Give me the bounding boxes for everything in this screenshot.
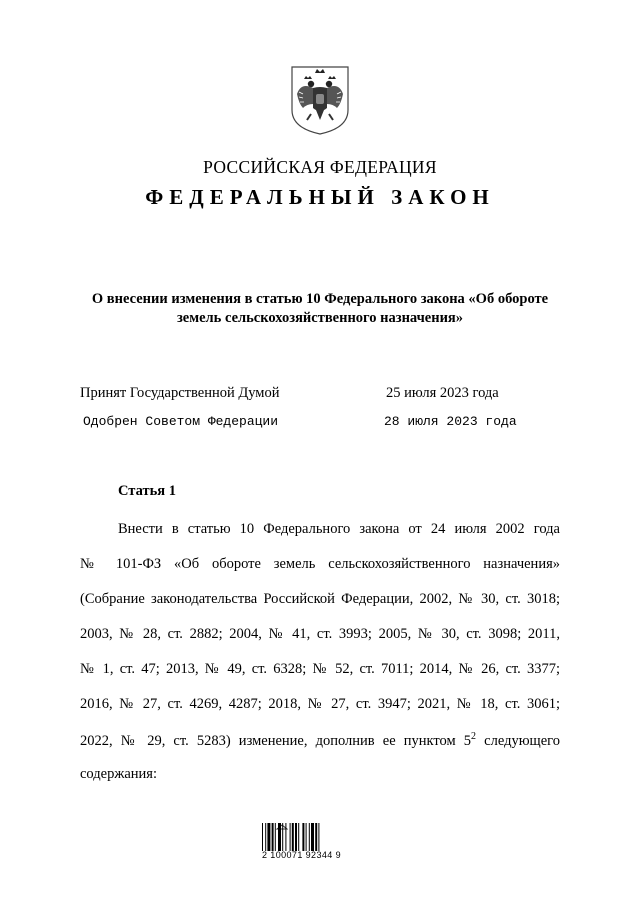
article-text-line-4: 2003, № 28, ст. 2882; 2004, № 41, ст. 3993; 2005, № 30, ст. 3098; 2011,	[80, 626, 560, 642]
barcode-bar	[278, 823, 281, 851]
article-text-line-6: 2016, № 27, ст. 4269, 4287; 2018, № 27, ст. 3947; 2021, № 18, ст. 3061;	[80, 696, 560, 712]
barcode-bar	[311, 823, 314, 851]
barcode-number: 2 100071 92344 9	[262, 850, 341, 860]
barcode-bar	[290, 823, 291, 851]
article-text-line-7	[80, 731, 560, 767]
law-title-line-1: О внесении изменения в статью 10 Федерального закона «Об обороте	[91, 291, 549, 307]
barcode	[262, 823, 344, 851]
barcode-bar	[306, 823, 307, 851]
council-approval-date: 28 июля 2023 года	[384, 414, 517, 429]
barcode-bar	[292, 823, 294, 851]
superscript-number: 2	[471, 731, 477, 742]
article-text-line-7-start: 2022, № 29, ст. 5283) изменение, дополнив ее пунктом 5	[80, 732, 472, 749]
council-approval-label: Одобрен Советом Федерации	[83, 414, 279, 429]
emblem-icon	[289, 64, 351, 136]
barcode-bar	[285, 823, 286, 851]
barcode-bar	[282, 823, 283, 851]
duma-adoption-date: 25 июля 2023 года	[386, 385, 499, 401]
country-heading: РОССИЙСКАЯ ФЕДЕРАЦИЯ	[203, 157, 437, 177]
article-text-line-3: (Собрание законодательства Российской Федерации, 2002, № 30, ст. 3018;	[80, 591, 560, 607]
law-title-line-2: земель сельскохозяйственного назначения»	[176, 310, 464, 326]
barcode-bar	[275, 823, 276, 851]
barcode-bar	[298, 823, 299, 851]
barcode-bar	[265, 823, 266, 851]
article-text-line-7-end: следующего	[476, 732, 560, 749]
article-heading: Статья 1	[118, 483, 176, 499]
barcode-bar	[262, 823, 263, 851]
document-type-heading: ФЕДЕРАЛЬНЫЙ ЗАКОН	[145, 185, 495, 209]
barcode-bar	[309, 823, 310, 851]
article-text-line-5: № 1, ст. 47; 2013, № 49, ст. 6328; № 52, ст. 7011; 2014, № 26, ст. 3377;	[80, 661, 560, 677]
barcode-bar	[318, 823, 319, 851]
barcode-bar	[302, 823, 304, 851]
duma-adoption-label: Принят Государственной Думой	[80, 385, 280, 401]
article-text-line-1: Внести в статью 10 Федерального закона от 24 июля 2002 года	[118, 521, 560, 537]
article-text-line-2: № 101-ФЗ «Об обороте земель сельскохозяйственного назначения»	[80, 556, 560, 572]
law-title	[60, 290, 580, 328]
barcode-bar	[267, 823, 270, 851]
article-text-line-8: содержания:	[80, 766, 158, 782]
barcode-bar	[272, 823, 274, 851]
barcode-bar	[315, 823, 317, 851]
barcode-bar	[295, 823, 297, 851]
